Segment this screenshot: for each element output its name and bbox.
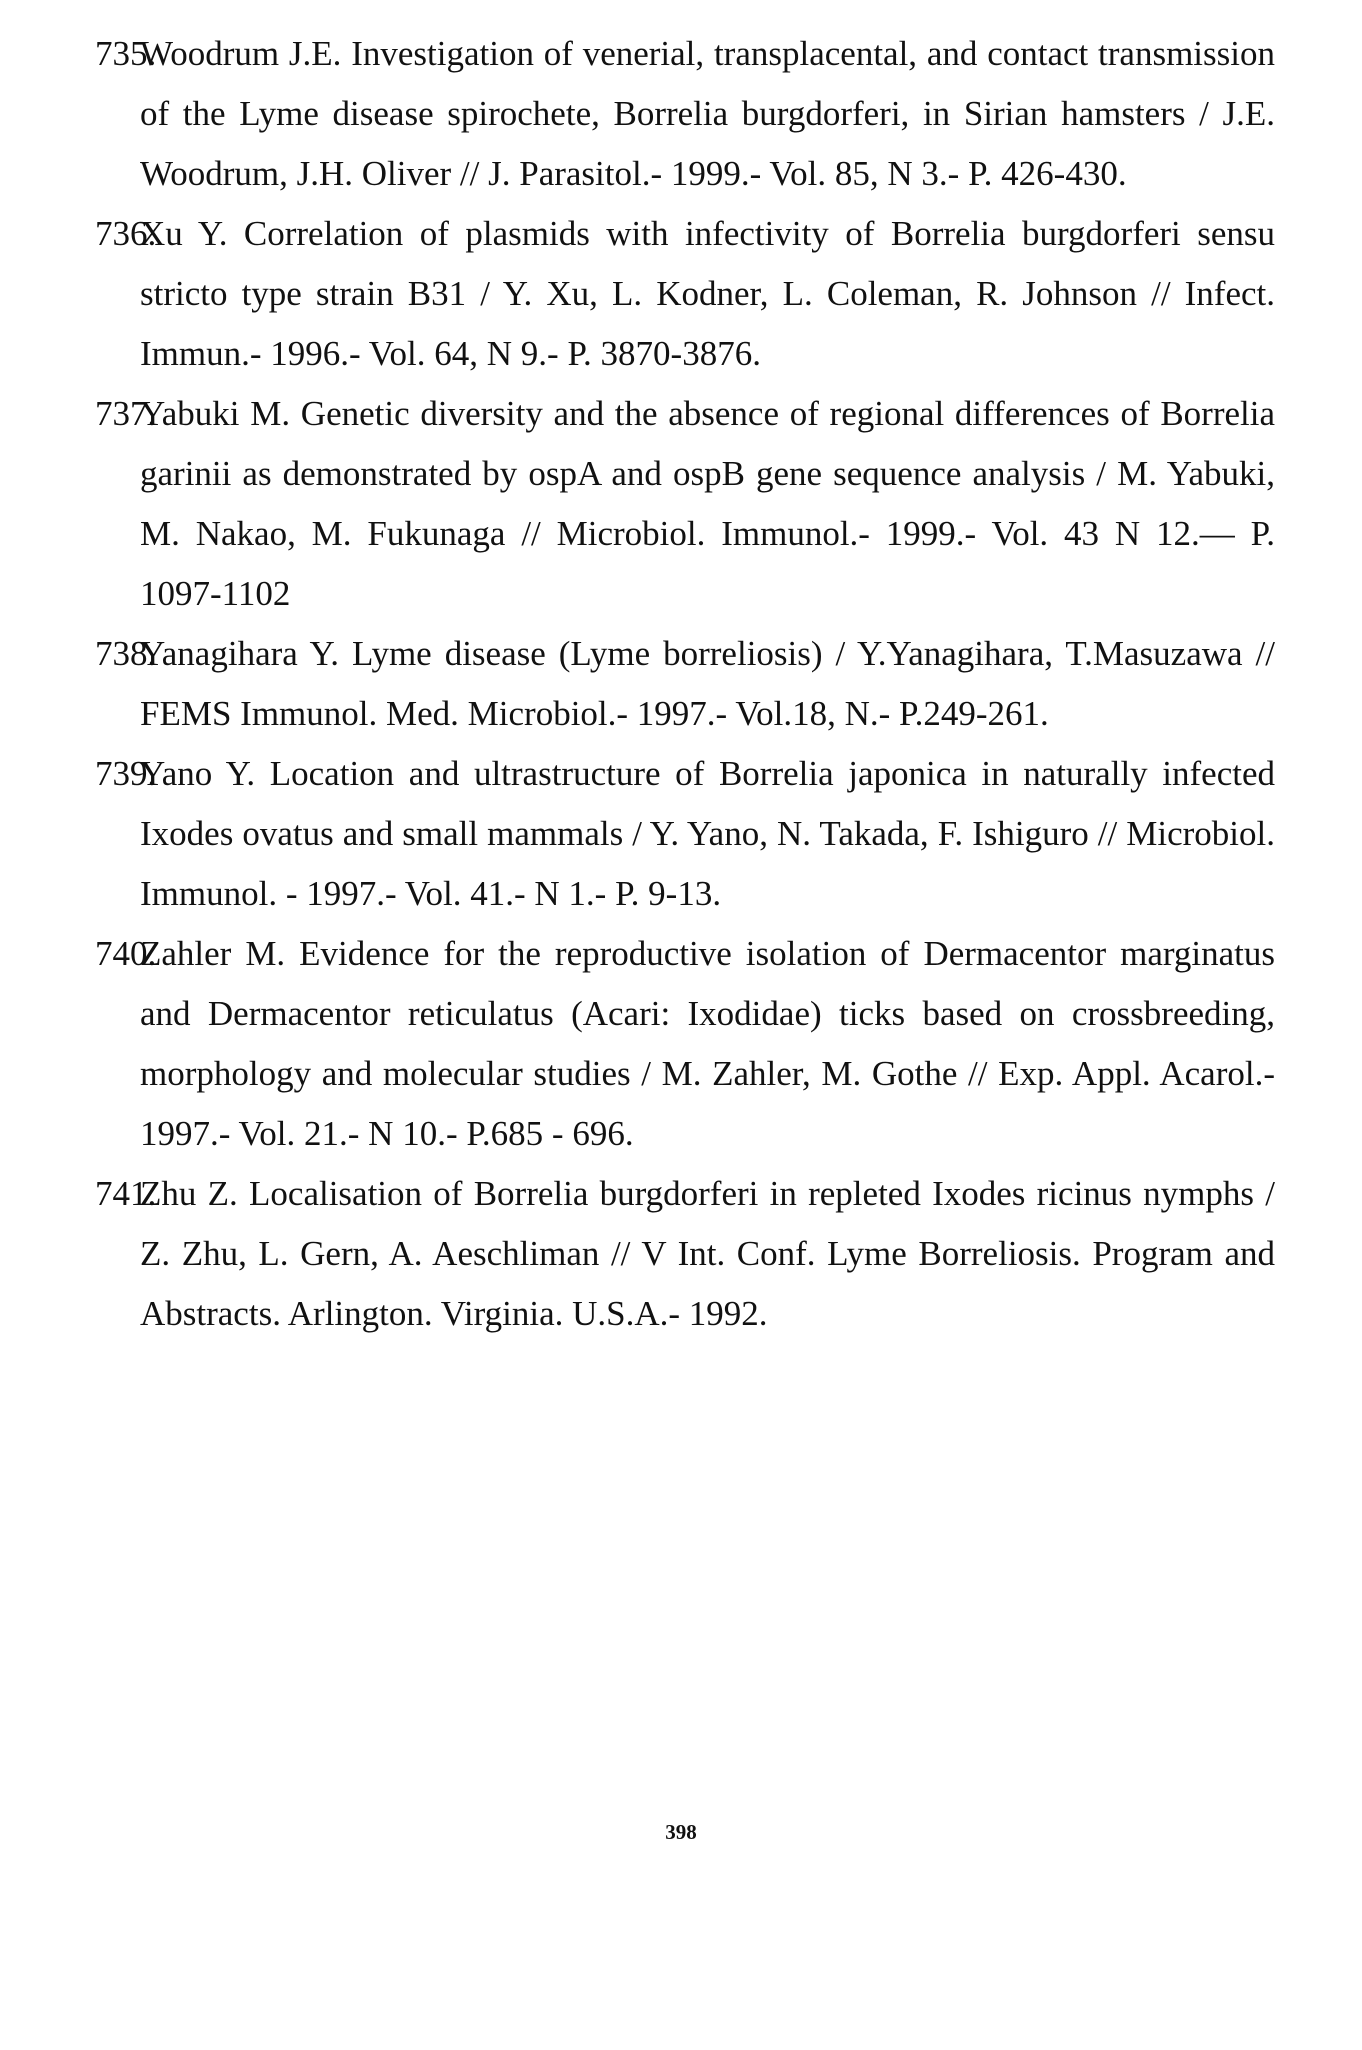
reference-text: Yanagihara Y. Lyme disease (Lyme borreliosis) / Y.Yanagihara, T.Masuzawa // FEMS Immunol. Med. Microbiol.- 1997.- Vol.18, N.- P.249-261.: [140, 634, 1275, 733]
reference-text: Zhu Z. Localisation of Borrelia burgdorferi in repleted Ixodes ricinus nymphs / Z. Zhu, L. Gern, A. Aeschliman // V Int. Conf. Lyme Borreliosis. Program and Abstracts. Arlington. Virginia. U.S.A.- 1992.: [140, 1174, 1275, 1333]
reference-text: Woodrum J.E. Investigation of venerial, transplacental, and contact transmission of the Lyme disease spirochete, Borrelia burgdorferi, in Sirian hamsters / J.E. Woodrum, J.H. Oliver // J. Parasitol.- 1999.- Vol. 85, N 3.- P. 426-430.: [140, 34, 1275, 193]
reference-item: [95, 24, 1275, 204]
reference-text: Yabuki M. Genetic diversity and the absence of regional differences of Borrelia garinii as demonstrated by ospA and ospB gene sequence analysis / M. Yabuki, M. Nakao, M. Fukunaga // Microbiol. Immunol.- 1999.- Vol. 43 N 12.— P. 1097-1102: [140, 394, 1275, 613]
reference-number: 737.: [95, 394, 157, 433]
reference-text: Zahler M. Evidence for the reproductive isolation of Dermacentor marginatus and Dermacentor reticulatus (Acari: Ixodidae) ticks based on crossbreeding, morphology and molecular studies / M. Zahler, M. Gothe // Exp. Appl. Acarol.- 1997.- Vol. 21.- N 10.- P.685 - 696.: [140, 934, 1275, 1153]
page-number: 398: [665, 1820, 697, 1844]
reference-number: 739.: [95, 754, 157, 793]
reference-text: Xu Y. Correlation of plasmids with infectivity of Borrelia burgdorferi sensu stricto type strain B31 / Y. Xu, L. Kodner, L. Coleman, R. Johnson // Infect. Immun.- 1996.- Vol. 64, N 9.- P. 3870-3876.: [140, 214, 1275, 373]
reference-number: 741.: [95, 1174, 157, 1213]
reference-number: 740.: [95, 934, 157, 973]
reference-item: [95, 924, 1275, 1164]
reference-number: 736.: [95, 214, 157, 253]
reference-text: Yano Y. Location and ultrastructure of Borrelia japonica in naturally infected Ixodes ovatus and small mammals / Y. Yano, N. Takada, F. Ishiguro // Microbiol. Immunol. - 1997.- Vol. 41.- N 1.- P. 9-13.: [140, 754, 1275, 913]
reference-number: 738.: [95, 634, 157, 673]
reference-item: [95, 1164, 1275, 1344]
reference-item: [95, 384, 1275, 624]
reference-number: 735.: [95, 34, 157, 73]
reference-item: [95, 744, 1275, 924]
reference-item: [95, 204, 1275, 384]
reference-list: [95, 24, 1275, 1344]
reference-item: [95, 624, 1275, 744]
